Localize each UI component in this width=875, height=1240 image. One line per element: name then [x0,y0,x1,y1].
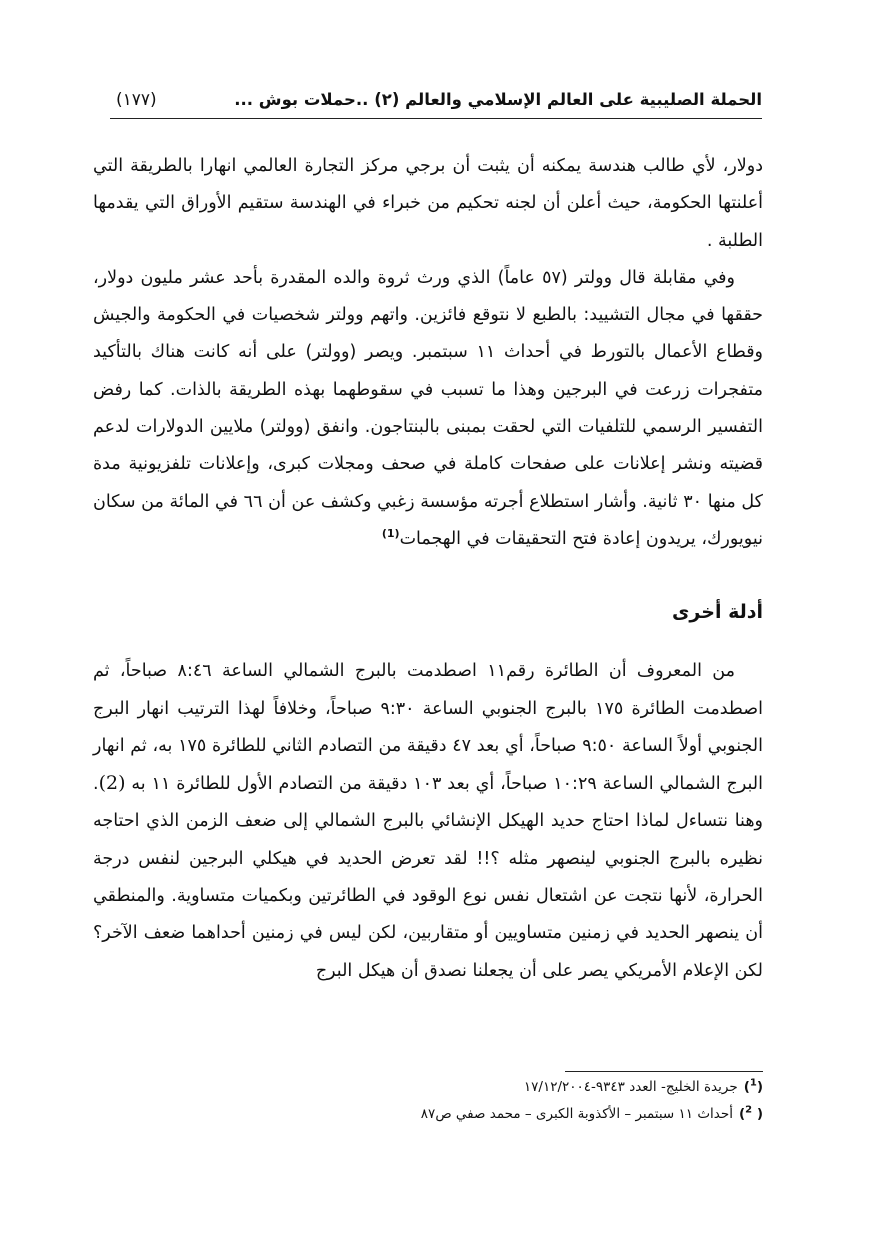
running-header [110,88,762,119]
paragraph-text: وفي مقابلة قال وولتر (٥٧ عاماً) الذي ورث ثروة والده المقدرة بأحد عشر مليون دولار، حققها في مجال التشييد: بالطبع لا نتوقع فائزين. واتهم وولتر شخصيات في الحكومة والجيش وقطاع الأعمال بالتورط في أحداث ١١ سبتمبر. ويصر (وولتر) على أنه كانت هناك بالتأكيد متفجرات زرعت في البرجين وهذا ما تسبب في سقوطهما بهذه الطريقة بالذات. كما رفض التفسير الرسمي للتلفيات التي لحقت بمبنى بالبنتاجون. وانفق (وولتر) ملايين الدولارات لدعم قضيته ونشر إعلانات على صفحات كاملة في صحف ومجلات كبرى، وإعلانات تلفزيونية مدة كل منها ٣٠ ثانية. وأشار استطلاع أجرته مؤسسة زغبي وكشف عن أن ٦٦ في المائة من سكان نيويورك، يريدون إعادة فتح التحقيقات في الهجمات [93,267,764,549]
footnote-reference[interactable]: (1) [381,527,400,541]
footnote-reference[interactable]: (2) [98,772,126,795]
footnote-marker: ( $^2$) [738,1104,763,1122]
section-heading: أدلة أخرى [672,601,763,624]
footnote-marker: ($^1$) [743,1077,763,1095]
footnotes [300,1074,763,1128]
running-title: الحملة الصليبية على العالم الإسلامي والعالم (٢) ..حملات بوش ... [234,90,762,109]
paragraph-text: من المعروف أن الطائرة رقم١١ اصطدمت بالبرج الشمالي الساعة ٨:٤٦ صباحاً، ثم اصطدمت الطائرة ١٧٥ بالبرج الجنوبي الساعة ٩:٣٠ صباحاً، وخلافاً لهذا الترتيب انهار البرج الجنوبي أولاً الساعة ٩:٥٠ صباحاً، أي بعد ٤٧ دقيقة من التصادم الثاني للطائرة ١٧٥ به، ثم انهار البرج الشمالي الساعة ١٠:٢٩ صباحاً، أي بعد ١٠٣ دقيقة من التصادم الأول للطائرة ١١ به [93,661,763,795]
footnote-text: أحداث ١١ سبتمبر – الأكذوبة الكبرى – محمد صفي ص٨٧ [420,1106,733,1122]
footnote [300,1101,763,1128]
paragraph [93,653,763,990]
body-text [93,148,763,990]
footnote-separator [565,1071,763,1072]
footnote [300,1074,763,1101]
paragraph: دولار، لأي طالب هندسة يمكنه أن يثبت أن برجي مركز التجارة العالمي انهارا بالطريقة التي أعلنتها الحكومة، حيث أعلن أن لجنه تحكيم من خبراء في الهندسة ستقيم الأوراق التي يقدمها الطلبة . [93,156,763,251]
paragraph [93,260,763,558]
paragraph-text: . وهنا نتساءل لماذا احتاج حديد الهيكل الإنشائي بالبرج الشمالي إلى ضعف الزمن الذي احتاجه نظيره بالبرج الجنوبي لينصهر مثله ؟!! لقد تعرض الحديد في هيكلي البرجين لنفس درجة الحرارة، لأنها نتجت عن اشتعال نفس نوع الوقود في الطائرتين وبكميات متساوية. والمنطقي أن ينصهر الحديد في زمنين متساويين أو متقاربين، لكن ليس في زمنين أحداهما ضعف الآخر؟ لكن الإعلام الأمريكي يصر على أن يجعلنا نصدق أن هيكل البرج [93,774,763,981]
footnote-text: جريدة الخليج- العدد ٩٣٤٣-١٧/١٢/٢٠٠٤ [523,1079,738,1095]
page-number: (١٧٧) [116,90,157,110]
